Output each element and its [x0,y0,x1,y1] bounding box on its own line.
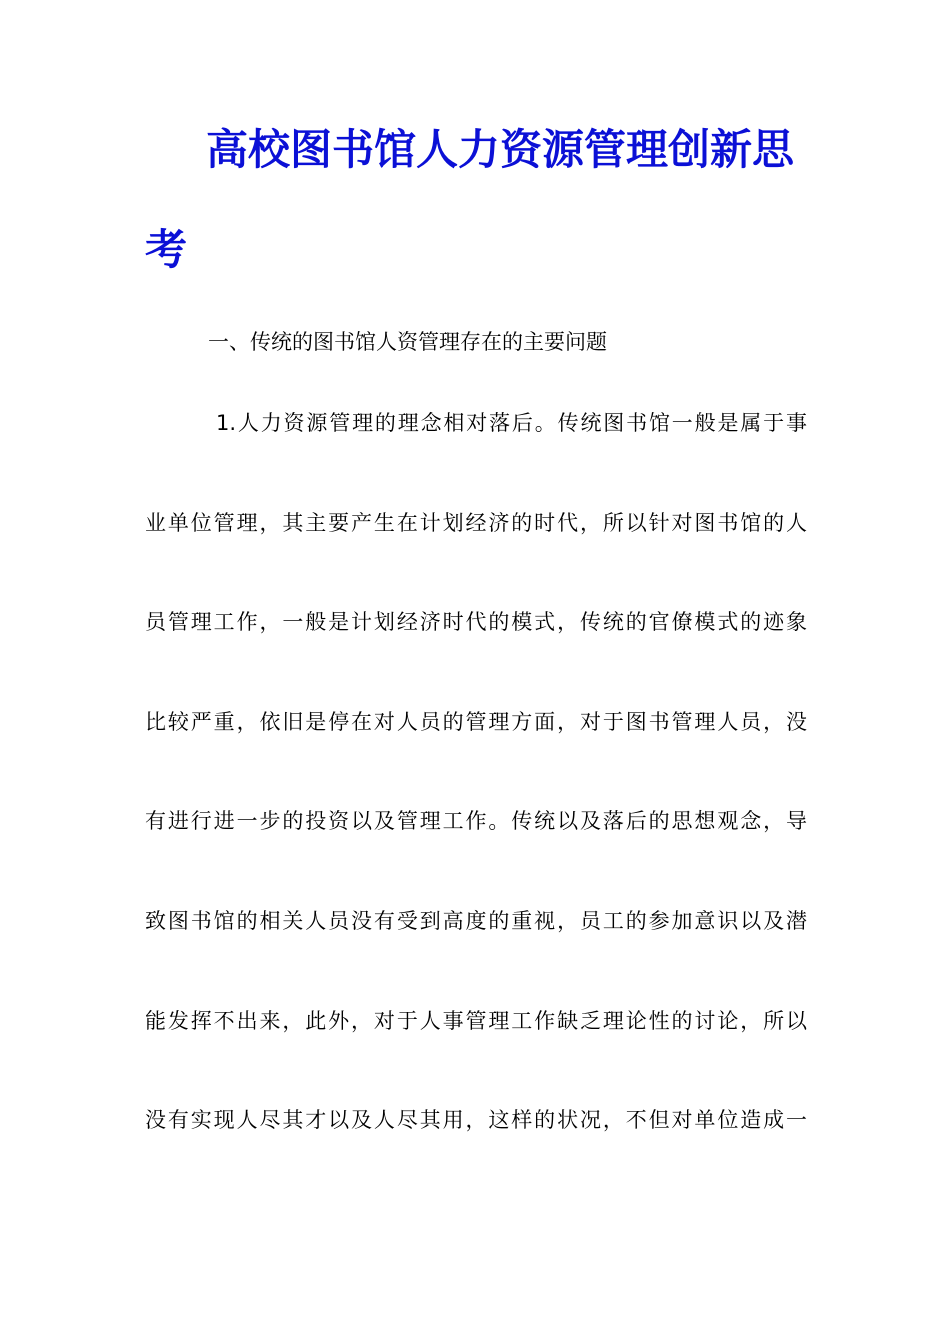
paragraph-line-2: 业单位管理，其主要产生在计划经济的时代，所以针对图书馆的人 [145,511,807,535]
paragraph-line-7: 能发挥不出来，此外，对于人事管理工作缺乏理论性的讨论，所以 [145,1009,807,1033]
paragraph-line-4: 比较严重，依旧是停在对人员的管理方面，对于图书管理人员，没 [145,710,807,734]
paragraph-line-3: 员管理工作，一般是计划经济时代的模式，传统的官僚模式的迹象 [145,610,807,634]
document-title-line-2: 考 [145,225,188,274]
paragraph-line-5: 有进行进一步的投资以及管理工作。传统以及落后的思想观念，导 [145,809,807,833]
document-title-line-1: 高校图书馆人力资源管理创新思 [206,125,795,174]
paragraph-line-6: 致图书馆的相关人员没有受到高度的重视，员工的参加意识以及潜 [145,909,807,933]
paragraph-line-1: 1.人力资源管理的理念相对落后。传统图书馆一般是属于事 [216,411,807,435]
paragraph-line-8: 没有实现人尽其才以及人尽其用，这样的状况，不但对单位造成一 [145,1108,807,1132]
section-heading: 一、传统的图书馆人资管理存在的主要问题 [208,330,607,354]
